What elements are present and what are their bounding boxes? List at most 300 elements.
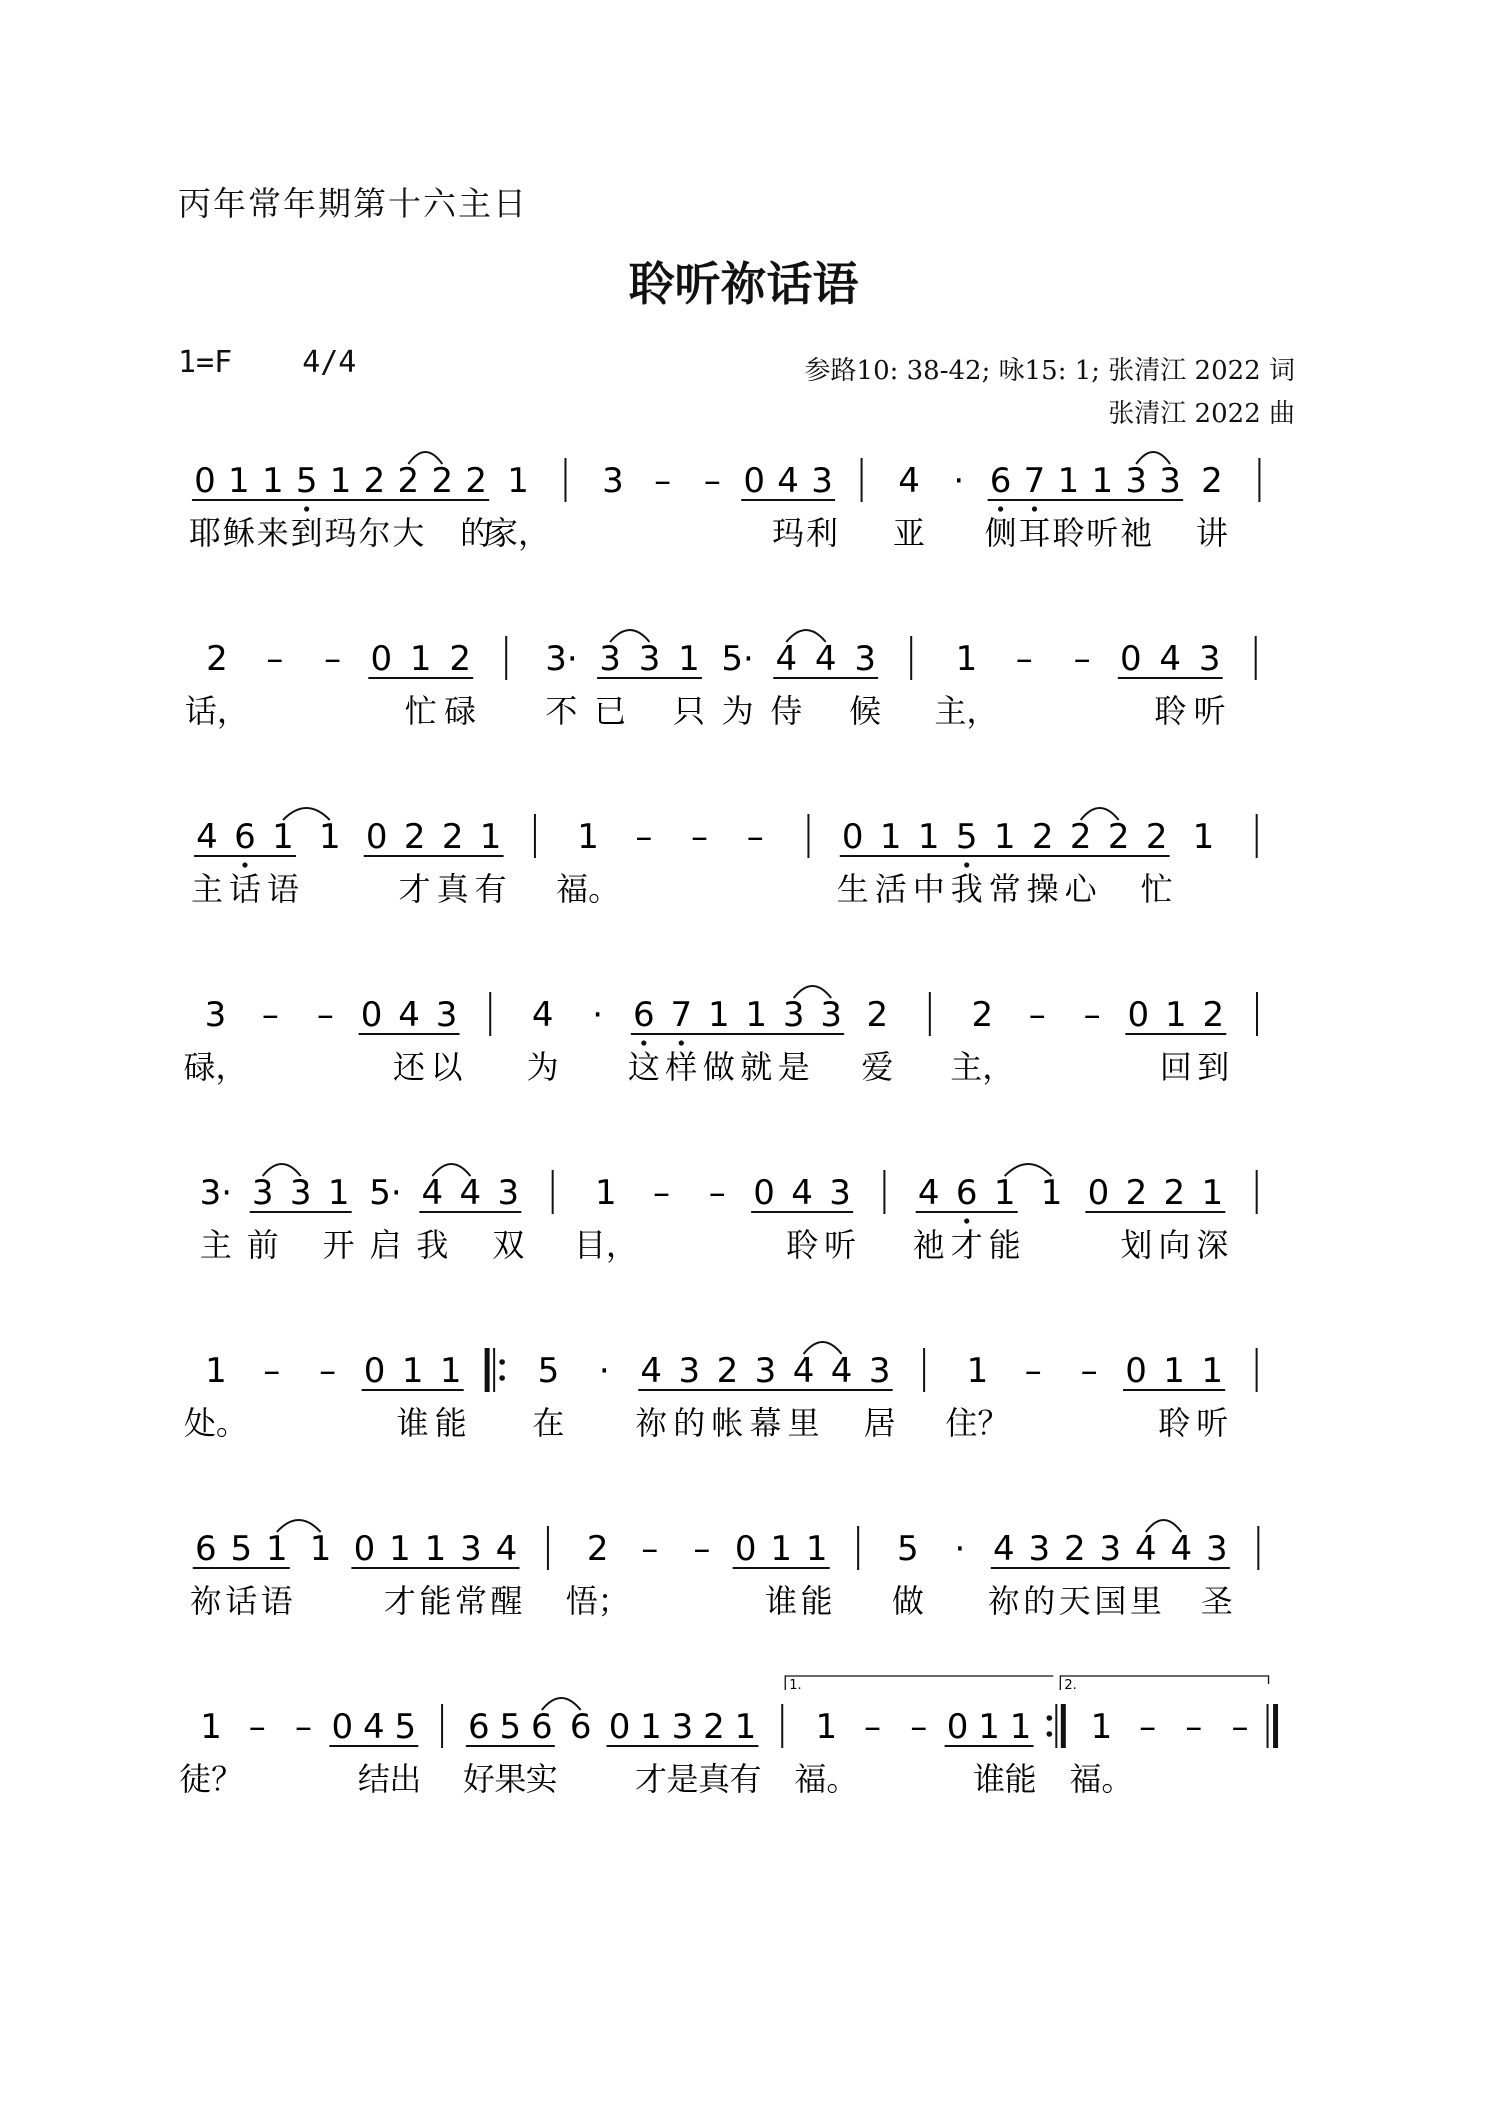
lyric-row-5: 我: [416, 1226, 449, 1264]
lyric-row-4: 就: [740, 1048, 773, 1086]
lyric-row-6: 处。: [183, 1404, 248, 1442]
note-row-7: 5: [897, 1529, 919, 1569]
lyric-row-1: 听: [1086, 514, 1119, 552]
note-row-1: 3: [1159, 461, 1181, 501]
note-row-6: –: [319, 1351, 337, 1391]
note-row-7: 2: [1063, 1529, 1086, 1569]
lyric-row-3: 心: [1064, 870, 1097, 908]
time-signature: 4/4: [302, 345, 357, 380]
lyric-row-8: 是: [666, 1760, 699, 1798]
note-row-3: 6: [234, 817, 256, 857]
note-row-5: 3·: [199, 1173, 233, 1213]
note-row-1: 3: [1125, 461, 1148, 501]
note-row-2: –: [1073, 639, 1091, 679]
note-row-5: 6: [955, 1173, 978, 1213]
note-row-8: 4: [363, 1707, 385, 1747]
note-row-4: 3: [820, 995, 842, 1035]
note-row-6: 1: [1163, 1351, 1185, 1391]
note-row-4: 0: [360, 995, 383, 1035]
lyric-row-7: 祢: [987, 1582, 1020, 1620]
note-row-7: –: [641, 1529, 659, 1569]
octave-dot-row-1: [998, 506, 1003, 511]
lyric-row-7: 醒: [490, 1582, 523, 1620]
lyric-row-5: 聆: [786, 1226, 819, 1264]
lyric-row-6: 谁: [396, 1404, 429, 1442]
repeat-dot-row-8: [1047, 1731, 1053, 1737]
note-row-1: ·: [953, 461, 965, 501]
volta-bracket-row-8: [785, 1676, 1053, 1690]
lyric-credit: 参路10: 38-42; 咏15: 1; 张清江 2022 词: [804, 356, 1295, 386]
note-row-8: 1: [1009, 1707, 1032, 1747]
note-row-2: 5·: [721, 639, 754, 679]
lyric-row-6: 在: [532, 1404, 565, 1442]
note-row-7: 1: [265, 1529, 288, 1569]
note-row-7: 3: [1206, 1529, 1228, 1569]
note-row-3: –: [691, 817, 709, 857]
note-row-6: 3: [754, 1351, 777, 1391]
note-row-4: 1: [707, 995, 730, 1035]
note-row-6: 5: [537, 1351, 560, 1391]
lyric-row-7: 能: [419, 1582, 452, 1620]
lyric-row-2: 话，: [184, 692, 249, 730]
note-row-7: 0: [353, 1529, 376, 1569]
note-row-8: –: [1231, 1707, 1249, 1747]
note-row-8: 1: [200, 1707, 222, 1747]
note-row-8: 1: [815, 1707, 838, 1747]
note-row-7: –: [693, 1529, 711, 1569]
note-row-7: 4: [495, 1529, 518, 1569]
note-row-8: 1: [1090, 1707, 1113, 1747]
note-row-3: 2: [1069, 817, 1092, 857]
lyric-row-2: 只: [672, 692, 705, 730]
lyric-row-7: 做: [891, 1582, 924, 1620]
note-row-4: 1: [745, 995, 768, 1035]
lyric-row-3: 活: [874, 870, 907, 908]
note-row-6: 4: [640, 1351, 663, 1391]
note-row-8: 2: [703, 1707, 725, 1747]
lyric-row-7: 祢: [189, 1582, 222, 1620]
lyric-row-8: 果: [494, 1760, 527, 1798]
note-row-2: 4: [1159, 639, 1182, 679]
lyric-row-6: 幕: [749, 1404, 782, 1442]
note-row-7: 2: [586, 1529, 609, 1569]
lyric-row-2: 不: [545, 692, 578, 730]
lyric-row-1: 利: [806, 514, 839, 552]
lyric-row-1: 耶: [188, 514, 221, 552]
note-row-5: 1: [1201, 1173, 1224, 1213]
octave-dot-row-3: [964, 862, 969, 867]
note-row-1: 2: [1201, 461, 1223, 501]
lyric-row-3: 有: [474, 870, 507, 908]
note-row-5: 2: [1163, 1173, 1186, 1213]
note-row-1: 3: [811, 461, 833, 501]
note-row-6: 1: [966, 1351, 989, 1391]
lyric-row-5: 划: [1120, 1226, 1153, 1264]
note-row-6: 3: [678, 1351, 701, 1391]
lyric-row-1: 到: [290, 514, 323, 552]
lyric-row-3: 操: [1026, 870, 1059, 908]
lyric-row-4: 为: [526, 1048, 559, 1086]
lyric-row-1: 侧: [984, 514, 1017, 552]
lyric-row-3: 常: [988, 870, 1021, 908]
lyric-row-4: 样: [665, 1048, 698, 1086]
note-row-7: ·: [954, 1529, 966, 1569]
note-row-3: 1: [1192, 817, 1215, 857]
note-row-3: 4: [196, 817, 218, 857]
note-row-1: –: [654, 461, 672, 501]
lyric-row-7: 才: [383, 1582, 416, 1620]
note-row-7: 3: [1099, 1529, 1122, 1569]
note-row-1: 7: [1023, 461, 1046, 501]
note-row-2: 3·: [545, 639, 578, 679]
lyric-row-7: 里: [1129, 1582, 1162, 1620]
note-row-6: 1: [205, 1351, 227, 1391]
octave-dot-row-3: [242, 862, 247, 867]
note-row-3: 1: [479, 817, 502, 857]
lyric-row-7: 话: [225, 1582, 258, 1620]
lyric-row-4: 是: [777, 1048, 810, 1086]
note-row-3: –: [635, 817, 653, 857]
note-row-2: 3: [599, 639, 621, 679]
note-row-7: 4: [992, 1529, 1015, 1569]
note-row-2: 3: [638, 639, 661, 679]
note-row-1: 3: [602, 461, 624, 501]
volta-bracket-row-8: [1060, 1676, 1268, 1690]
note-row-2: 0: [1119, 639, 1142, 679]
lyric-row-7: 谁: [765, 1582, 798, 1620]
note-row-1: 1: [329, 461, 352, 501]
note-row-8: 0: [331, 1707, 354, 1747]
note-row-5: 4: [421, 1173, 444, 1213]
lyric-row-3: 主: [190, 870, 224, 908]
note-row-4: 3: [204, 995, 227, 1035]
lyric-row-5: 双: [492, 1226, 525, 1264]
note-row-1: 2: [465, 461, 488, 501]
note-row-3: 1: [577, 817, 599, 857]
lyric-row-5: 开: [322, 1226, 355, 1264]
note-row-7: 5: [230, 1529, 253, 1569]
key-signature: 1=F: [178, 345, 233, 380]
lyric-row-5: 启: [369, 1226, 402, 1264]
note-row-5: 0: [1087, 1173, 1110, 1213]
lyric-row-1: 讲: [1195, 514, 1228, 552]
octave-dot-row-1: [304, 506, 309, 511]
lyric-row-2: 主，: [934, 692, 999, 730]
lyric-row-7: 常: [454, 1582, 487, 1620]
note-row-8: 5: [499, 1707, 522, 1747]
lyric-row-4: 碌，: [183, 1048, 248, 1086]
note-row-8: 0: [608, 1707, 631, 1747]
lyric-row-8: 好: [462, 1760, 495, 1798]
note-row-5: 3: [289, 1173, 312, 1213]
repeat-dot-row-6: [499, 1359, 505, 1365]
lyric-row-3: 语: [266, 870, 299, 908]
lyric-row-1: 耳: [1018, 514, 1051, 552]
lyric-row-1: 来: [256, 514, 289, 552]
note-row-6: 3: [868, 1351, 891, 1391]
note-row-1: 4: [777, 461, 799, 501]
lyric-row-2: 聆: [1154, 692, 1187, 730]
note-row-2: 4: [814, 639, 837, 679]
lyric-row-6: 聆: [1158, 1404, 1191, 1442]
note-row-7: 1: [805, 1529, 828, 1569]
lyric-row-8: 才: [634, 1760, 668, 1798]
note-row-3: 1: [917, 817, 940, 857]
note-row-5: –: [708, 1173, 726, 1213]
octave-dot-row-5: [964, 1218, 969, 1223]
lyric-row-4: 到: [1197, 1048, 1230, 1086]
lyric-row-1: 尔: [358, 514, 391, 552]
note-row-1: 6: [989, 461, 1012, 501]
note-row-7: 3: [460, 1529, 482, 1569]
note-row-2: 2: [449, 639, 472, 679]
lyric-row-2: 候: [849, 692, 882, 730]
note-row-5: 1: [1040, 1173, 1063, 1213]
note-row-2: 3: [854, 639, 876, 679]
lyric-row-3: 真: [436, 870, 469, 908]
note-row-6: 4: [792, 1351, 815, 1391]
note-row-7: 1: [424, 1529, 447, 1569]
note-row-3: –: [746, 817, 764, 857]
lyric-row-3: 生: [836, 870, 869, 908]
note-row-8: 0: [946, 1707, 969, 1747]
lyric-row-8: 出: [389, 1760, 422, 1798]
lyric-row-5: 目，: [573, 1226, 638, 1264]
lyric-row-7: 的: [1023, 1582, 1056, 1620]
lyric-row-5: 才: [950, 1226, 983, 1264]
note-row-4: 3: [435, 995, 458, 1035]
note-row-1: 1: [261, 461, 284, 501]
lyric-row-8: 福。: [794, 1760, 859, 1798]
volta-number-row-8: 2.: [1064, 1678, 1077, 1693]
note-row-1: 1: [1091, 461, 1114, 501]
lyric-row-5: 祂: [912, 1226, 945, 1264]
lyric-row-5: 主: [199, 1226, 232, 1264]
lyric-row-6: 能: [434, 1404, 467, 1442]
occasion-heading: 丙年常年期第十六主日: [178, 184, 528, 223]
lyric-row-1: 玛: [324, 514, 357, 552]
note-row-7: 0: [734, 1529, 757, 1569]
note-row-8: –: [1139, 1707, 1157, 1747]
note-row-4: 6: [633, 995, 655, 1035]
song-title: 聆听祢话语: [628, 257, 859, 311]
note-row-4: 3: [782, 995, 805, 1035]
lyric-row-6: 的: [673, 1404, 706, 1442]
note-row-4: –: [261, 995, 279, 1035]
lyric-row-7: 国: [1094, 1582, 1127, 1620]
lyric-row-1: 的: [460, 514, 493, 552]
repeat-dot-row-6: [499, 1375, 505, 1381]
note-row-2: 1: [678, 639, 700, 679]
note-row-5: 1: [993, 1173, 1016, 1213]
note-row-6: 4: [830, 1351, 853, 1391]
repeat-dot-row-8: [1047, 1715, 1053, 1721]
note-row-7: 1: [309, 1529, 332, 1569]
note-row-6: 1: [439, 1351, 462, 1391]
lyric-row-4: 还: [393, 1048, 426, 1086]
lyric-row-7: 圣: [1200, 1582, 1233, 1620]
lyric-row-6: 听: [1196, 1404, 1229, 1442]
note-row-5: 4: [917, 1173, 940, 1213]
note-row-7: 1: [770, 1529, 792, 1569]
note-row-1: 5: [295, 461, 318, 501]
lyric-row-1: 聆: [1052, 514, 1085, 552]
note-row-1: 0: [194, 461, 216, 501]
note-row-5: 4: [791, 1173, 813, 1213]
lyric-row-1: 家，: [486, 514, 551, 552]
note-row-2: –: [324, 639, 342, 679]
note-row-8: 1: [978, 1707, 1000, 1747]
octave-dot-row-1: [1032, 506, 1037, 511]
lyric-row-7: 能: [800, 1582, 833, 1620]
note-row-1: 2: [363, 461, 386, 501]
note-row-5: 0: [753, 1173, 775, 1213]
note-row-7: 4: [1135, 1529, 1157, 1569]
note-row-8: 6: [468, 1707, 490, 1747]
note-row-3: 2: [441, 817, 464, 857]
note-row-4: 0: [1127, 995, 1150, 1035]
note-row-8: –: [248, 1707, 266, 1747]
lyric-row-1: 玛: [772, 514, 805, 552]
note-row-4: 1: [1165, 995, 1187, 1035]
note-row-4: –: [316, 995, 334, 1035]
lyric-row-5: 深: [1196, 1226, 1229, 1264]
lyric-row-1: 亚: [893, 514, 926, 552]
note-row-3: 1: [318, 817, 341, 857]
note-row-8: 5: [394, 1707, 417, 1747]
lyric-row-1: 稣: [222, 514, 255, 552]
note-row-2: 1: [955, 639, 978, 679]
lyric-row-8: 真: [697, 1760, 731, 1798]
note-row-1: 4: [898, 461, 920, 501]
note-row-7: 1: [389, 1529, 411, 1569]
lyric-row-1: 祂: [1120, 514, 1153, 552]
note-row-5: 3: [497, 1173, 520, 1213]
lyric-row-6: 帐: [711, 1404, 744, 1442]
note-row-4: 2: [1202, 995, 1225, 1035]
lyric-row-8: 实: [525, 1760, 558, 1798]
lyric-row-3: 话: [228, 870, 261, 908]
note-row-6: 0: [1125, 1351, 1147, 1391]
lyric-row-2: 碌: [444, 692, 477, 730]
volta-number-row-8: 1.: [789, 1678, 802, 1693]
lyric-row-3: 中: [912, 870, 945, 908]
lyric-row-2: 侍: [770, 692, 803, 730]
note-row-6: ·: [598, 1351, 610, 1391]
note-row-8: –: [910, 1707, 928, 1747]
note-row-6: 0: [363, 1351, 386, 1391]
note-row-5: 3: [829, 1173, 851, 1213]
lyric-row-4: 回: [1159, 1048, 1192, 1086]
note-row-8: 3: [671, 1707, 694, 1747]
lyric-row-6: 祢: [635, 1404, 668, 1442]
lyric-row-4: 这: [627, 1048, 660, 1086]
note-row-1: 1: [228, 461, 250, 501]
note-row-4: 7: [670, 995, 693, 1035]
note-row-3: 2: [1031, 817, 1054, 857]
lyric-row-3: 忙: [1140, 870, 1173, 908]
note-row-8: –: [294, 1707, 312, 1747]
note-row-8: –: [1185, 1707, 1203, 1747]
note-row-7: 4: [1170, 1529, 1193, 1569]
lyric-row-4: 做: [702, 1048, 735, 1086]
note-row-3: 1: [879, 817, 902, 857]
note-row-6: 2: [716, 1351, 739, 1391]
lyric-row-7: 天: [1058, 1582, 1091, 1620]
note-row-4: 2: [971, 995, 994, 1035]
note-row-5: 2: [1125, 1173, 1148, 1213]
note-row-2: 2: [206, 639, 228, 679]
lyric-row-5: 听: [824, 1226, 857, 1264]
music-credit: 张清江 2022 曲: [1108, 399, 1295, 429]
note-row-3: 0: [365, 817, 388, 857]
lyric-row-2: 忙: [404, 692, 437, 730]
note-row-7: 3: [1028, 1529, 1051, 1569]
octave-dot-row-4: [679, 1040, 684, 1045]
note-row-3: 1: [272, 817, 294, 857]
lyric-row-8: 有: [729, 1760, 762, 1798]
lyric-row-2: 听: [1193, 692, 1226, 730]
lyric-row-5: 向: [1158, 1226, 1191, 1264]
note-row-6: –: [263, 1351, 281, 1391]
lyric-row-5: 能: [988, 1226, 1021, 1264]
lyric-row-4: 以: [430, 1048, 463, 1086]
note-row-2: 3: [1198, 639, 1221, 679]
lyric-row-4: 爱: [861, 1048, 894, 1086]
lyric-row-4: 主，: [950, 1048, 1015, 1086]
note-row-1: 1: [1057, 461, 1080, 501]
note-row-6: 1: [401, 1351, 424, 1391]
lyric-row-1: 大: [392, 514, 425, 552]
lyric-row-6: 住？: [945, 1404, 1010, 1442]
note-row-5: 1: [327, 1173, 350, 1213]
note-row-8: 6: [569, 1707, 592, 1747]
lyric-row-3: 才: [398, 870, 431, 908]
note-row-8: 1: [734, 1707, 757, 1747]
lyric-row-3: 福。: [556, 870, 621, 908]
note-row-6: –: [1024, 1351, 1042, 1391]
note-row-1: 2: [431, 461, 454, 501]
note-row-4: 4: [398, 995, 420, 1035]
note-row-2: –: [1015, 639, 1033, 679]
note-row-3: 5: [955, 817, 978, 857]
lyric-row-8: 谁: [973, 1760, 1006, 1798]
note-row-2: –: [266, 639, 284, 679]
octave-dot-row-4: [641, 1040, 646, 1045]
note-row-4: –: [1083, 995, 1101, 1035]
lyric-row-6: 居: [863, 1404, 896, 1442]
note-row-2: 4: [775, 639, 798, 679]
note-row-3: 2: [1145, 817, 1168, 857]
note-row-3: 2: [1107, 817, 1130, 857]
note-row-6: 1: [1201, 1351, 1224, 1391]
note-row-4: 2: [866, 995, 889, 1035]
note-row-2: 1: [409, 639, 432, 679]
note-row-1: 2: [397, 461, 420, 501]
note-row-1: 1: [507, 461, 529, 501]
lyric-row-3: 我: [950, 870, 983, 908]
note-row-1: 0: [743, 461, 766, 501]
note-row-5: –: [653, 1173, 671, 1213]
note-row-8: 1: [640, 1707, 662, 1747]
note-row-3: 1: [993, 817, 1016, 857]
note-row-7: 6: [194, 1529, 217, 1569]
note-row-3: 0: [841, 817, 864, 857]
note-row-2: 0: [370, 639, 393, 679]
lyric-row-8: 能: [1004, 1760, 1037, 1798]
lyric-row-5: 前: [246, 1226, 279, 1264]
note-row-5: 5·: [369, 1173, 402, 1213]
